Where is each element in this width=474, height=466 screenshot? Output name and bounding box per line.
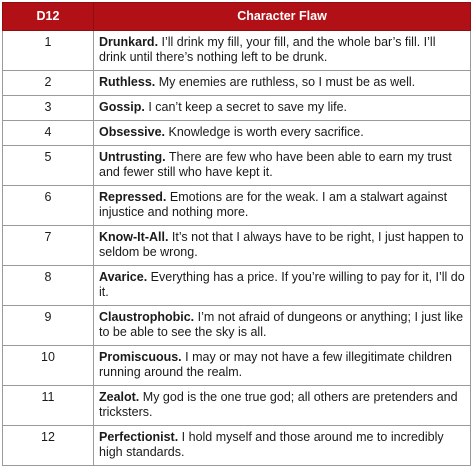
- flaw-text: I’m not afraid of dungeons or anything; I just like to be able to see the sky is all.: [99, 310, 464, 339]
- roll-number: 5: [3, 146, 94, 186]
- flaw-description: [94, 346, 471, 386]
- flaw-text: My god is the one true god; all others are pretenders and tricksters.: [99, 390, 458, 419]
- table-row: [3, 266, 471, 306]
- flaw-text: I’ll drink my fill, your fill, and the whole bar’s fill. I’ll drink until there’s nothing left to be drunk.: [99, 35, 436, 64]
- roll-number: 2: [3, 71, 94, 96]
- flaw-text: Everything has a price. If you’re willing to pay for it, I’ll do it.: [99, 270, 465, 299]
- table-row: [3, 186, 471, 226]
- flaw-description: [94, 31, 471, 71]
- flaw-description: [94, 96, 471, 121]
- roll-number: 11: [3, 386, 94, 426]
- flaw-description: [94, 386, 471, 426]
- flaw-name: Untrusting.: [99, 150, 166, 164]
- flaw-text: I can’t keep a secret to save my life.: [148, 100, 348, 114]
- roll-number: 12: [3, 426, 94, 466]
- flaw-name: Repressed.: [99, 190, 167, 204]
- flaw-text: I may or may not have a few illegitimate children running around the realm.: [99, 350, 452, 379]
- flaw-description: [94, 426, 471, 466]
- flaw-text: Knowledge is worth every sacrifice.: [168, 125, 364, 139]
- flaw-name: Perfectionist.: [99, 430, 179, 444]
- flaw-text: There are few who have been able to earn my trust and fewer still who have kept it.: [99, 150, 452, 179]
- flaw-name: Know-It-All.: [99, 230, 169, 244]
- flaw-text: Emotions are for the weak. I am a stalwart against injustice and nothing more.: [99, 190, 448, 219]
- flaw-table-container: [2, 2, 470, 459]
- roll-number: 9: [3, 306, 94, 346]
- table-row: [3, 31, 471, 71]
- roll-number: 1: [3, 31, 94, 71]
- flaw-description: [94, 226, 471, 266]
- flaw-description: [94, 186, 471, 226]
- roll-number: 3: [3, 96, 94, 121]
- flaw-description: [94, 306, 471, 346]
- flaw-description: [94, 121, 471, 146]
- table-row: [3, 386, 471, 426]
- flaw-description: [94, 71, 471, 96]
- flaw-text: My enemies are ruthless, so I must be as well.: [158, 75, 416, 89]
- flaw-description: [94, 266, 471, 306]
- flaw-description: [94, 146, 471, 186]
- roll-number: 6: [3, 186, 94, 226]
- table-row: [3, 426, 471, 466]
- flaw-text: It’s not that I always have to be right, I just happen to seldom be wrong.: [99, 230, 464, 259]
- column-header-d12: D12: [3, 3, 94, 31]
- roll-number: 8: [3, 266, 94, 306]
- flaw-name: Ruthless.: [99, 75, 156, 89]
- flaw-name: Claustrophobic.: [99, 310, 195, 324]
- table-row: [3, 121, 471, 146]
- flaw-name: Promiscuous.: [99, 350, 182, 364]
- flaw-name: Zealot.: [99, 390, 140, 404]
- character-flaw-table: [2, 2, 471, 466]
- table-row: [3, 96, 471, 121]
- flaw-name: Drunkard.: [99, 35, 159, 49]
- table-row: [3, 306, 471, 346]
- column-header-character-flaw: Character Flaw: [94, 3, 471, 31]
- roll-number: 10: [3, 346, 94, 386]
- table-row: [3, 71, 471, 96]
- roll-number: 7: [3, 226, 94, 266]
- roll-number: 4: [3, 121, 94, 146]
- flaw-text: I hold myself and those around me to incredibly high standards.: [99, 430, 444, 459]
- flaw-name: Obsessive.: [99, 125, 166, 139]
- flaw-name: Gossip.: [99, 100, 145, 114]
- table-row: [3, 226, 471, 266]
- table-row: [3, 346, 471, 386]
- table-header-row: [3, 3, 471, 31]
- flaw-name: Avarice.: [99, 270, 148, 284]
- table-row: [3, 146, 471, 186]
